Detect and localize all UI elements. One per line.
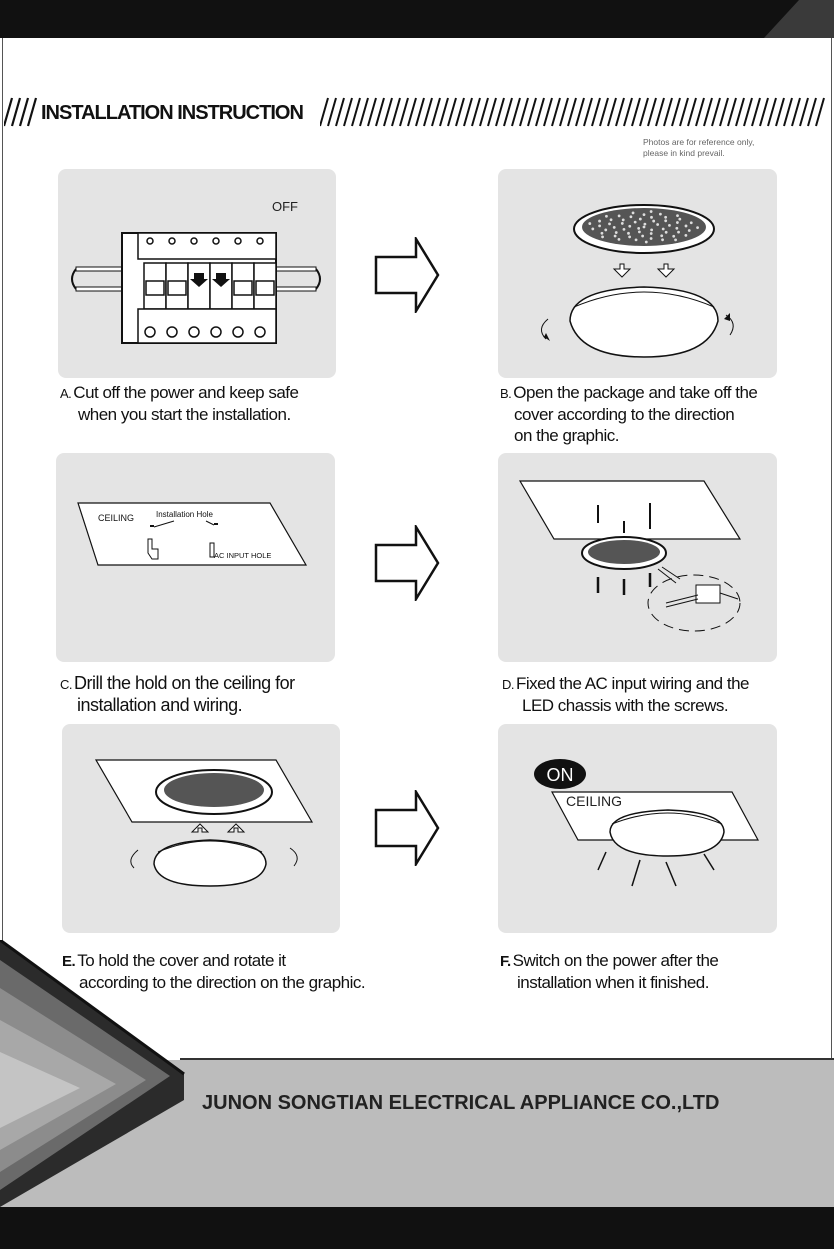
step-f-illustration: [498, 724, 777, 933]
caption-line: installation and wiring.: [77, 695, 243, 715]
ceiling-label: CEILING: [566, 793, 623, 809]
hatch-decoration-left: [4, 96, 38, 128]
step-d-caption: [502, 673, 749, 716]
step-letter: E.: [62, 953, 76, 970]
arrow-right-icon: [374, 237, 440, 313]
caption-line: Cut off the power and keep safe: [73, 383, 299, 402]
step-e-illustration: [62, 724, 340, 933]
caption-line: installation when it finished.: [517, 973, 709, 992]
arrow-right-icon: [374, 790, 440, 866]
hatch-decoration-right: [320, 96, 830, 128]
corner-decoration: [0, 940, 190, 1210]
company-name: JUNON SONGTIAN ELECTRICAL APPLIANCE CO.,LTD: [202, 1092, 720, 1114]
top-corner-decoration: [764, 0, 834, 38]
step-letter: D.: [502, 677, 514, 692]
step-letter: B.: [500, 386, 512, 401]
caption-line: To hold the cover and rotate it: [77, 951, 286, 970]
step-f-caption: [500, 950, 718, 993]
ac-input-hole-label: AC INPUT HOLE: [214, 551, 272, 560]
on-label: ON: [546, 765, 574, 785]
top-bar: [0, 0, 834, 38]
step-a-illustration: [58, 169, 336, 378]
reference-note: [643, 137, 783, 159]
arrow-right-icon: [374, 525, 440, 601]
frame-right: [831, 38, 832, 1208]
caption-line: Open the package and take off the: [513, 383, 758, 402]
caption-line: Fixed the AC input wiring and the: [516, 674, 749, 693]
off-label: OFF: [272, 199, 298, 214]
step-a-caption: [60, 382, 298, 425]
ceiling-label: CEILING: [98, 513, 135, 523]
caption-line: cover according to the direction: [514, 405, 735, 424]
step-letter: F.: [500, 953, 511, 970]
note-line-1: Photos are for reference only,: [643, 137, 755, 147]
step-letter: C.: [60, 677, 72, 692]
installation-hole-label: Installation Hole: [156, 510, 213, 519]
caption-line: on the graphic.: [514, 426, 619, 445]
caption-line: Switch on the power after the: [512, 951, 719, 970]
step-b-illustration: [498, 169, 777, 378]
caption-line: Drill the hold on the ceiling for: [74, 673, 295, 693]
caption-line: according to the direction on the graphic.: [79, 973, 366, 992]
step-c-caption: [60, 673, 295, 716]
caption-line: when you start the installation.: [78, 405, 291, 424]
step-c-illustration: [56, 453, 335, 662]
step-b-caption: [500, 382, 757, 446]
footer-divider: [180, 1058, 834, 1060]
step-d-illustration: [498, 453, 777, 662]
caption-line: LED chassis with the screws.: [522, 696, 729, 715]
step-letter: A.: [60, 386, 72, 401]
page-title: INSTALLATION INSTRUCTION: [41, 102, 303, 124]
note-line-2: please in kind prevail.: [643, 148, 725, 158]
bottom-bar: [0, 1207, 834, 1249]
